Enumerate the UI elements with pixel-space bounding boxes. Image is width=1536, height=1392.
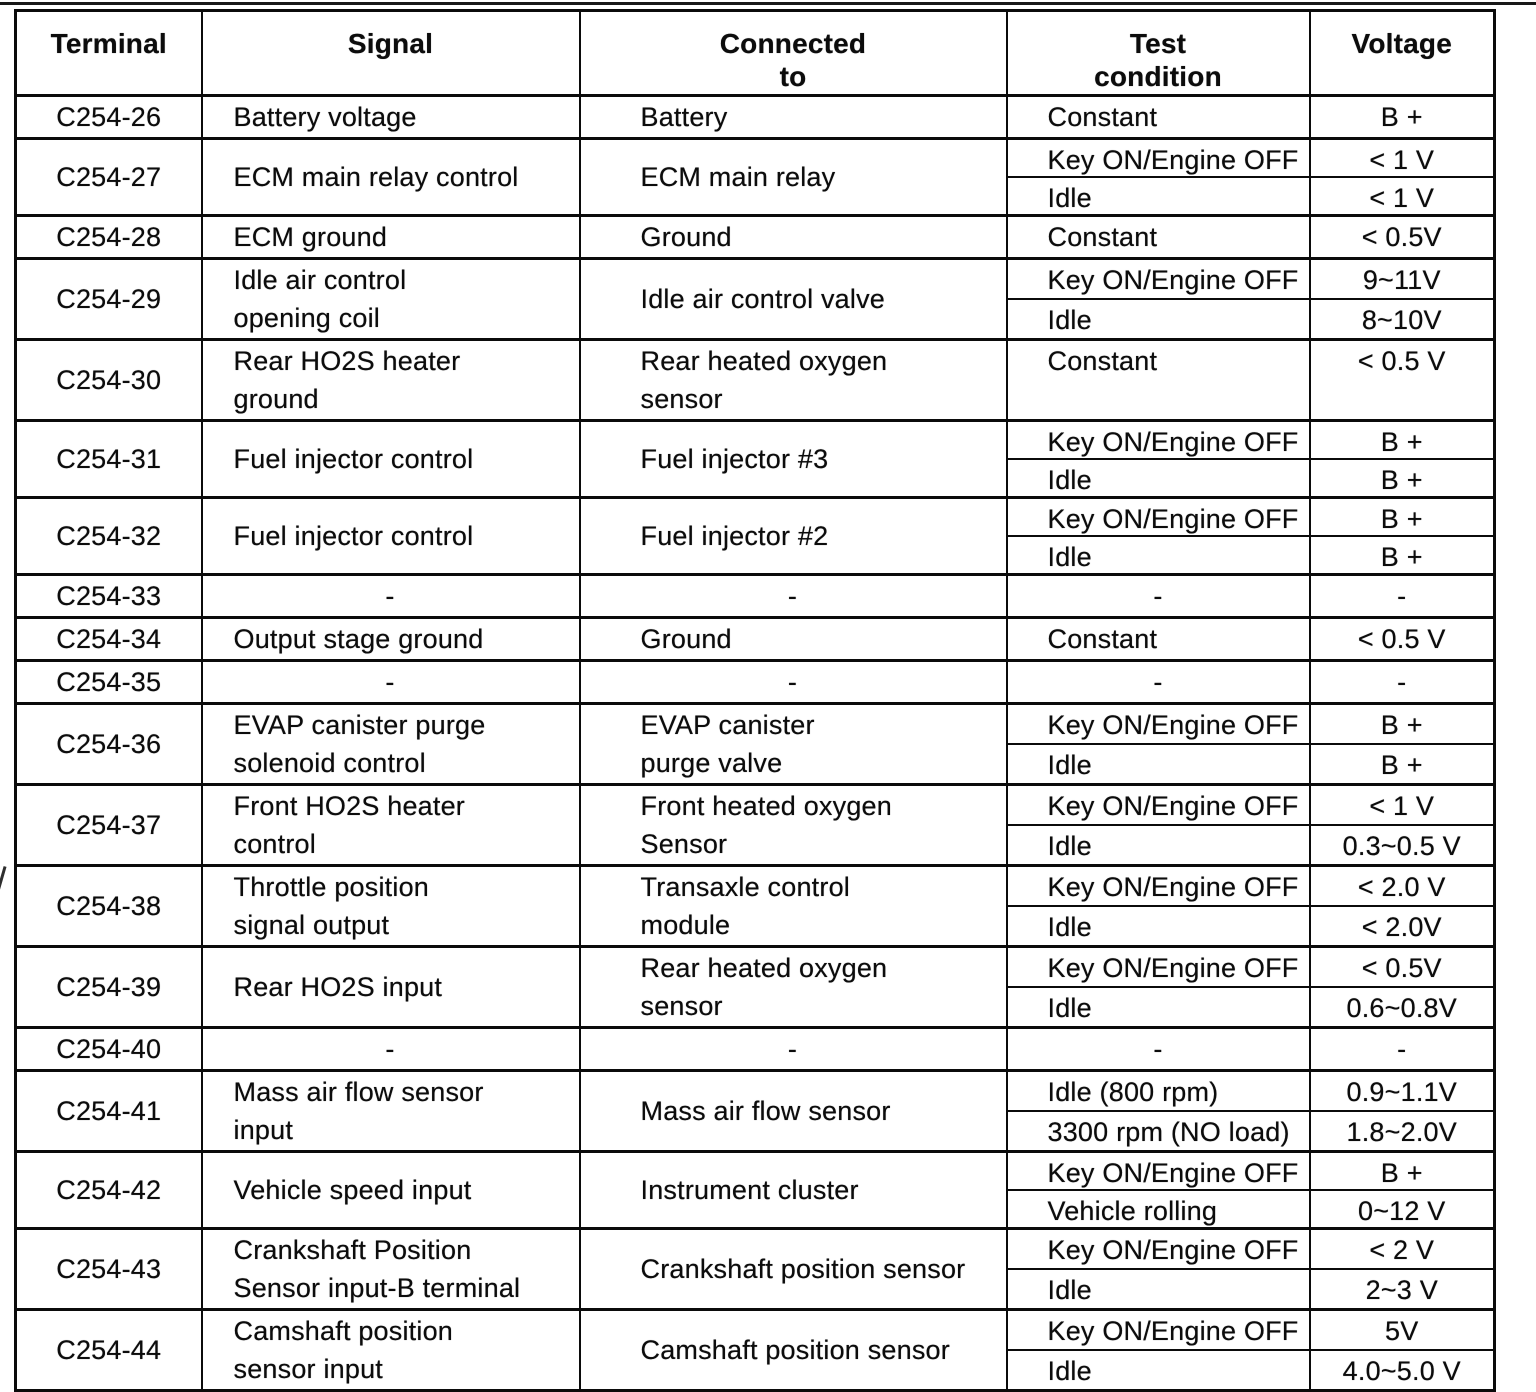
voltage-cell: 0~12 V [1310,1190,1495,1229]
test-condition-cell: - [1007,1028,1310,1071]
test-condition-cell: Constant [1007,618,1310,661]
terminal-cell: C254-30 [16,340,202,421]
connected-to-cell-text: Rear heated oxygen [640,346,888,376]
connected-to-cell [580,216,1007,259]
connected-to-cell-text: Mass air flow sensor [640,1096,891,1126]
table-row [16,259,1495,300]
connected-to-cell [580,1028,1007,1071]
signal-cell-text: - [385,1034,395,1064]
connected-to-cell-text: Battery [640,102,728,132]
header-label-line: Signal [347,28,434,59]
table-header [16,11,1495,96]
terminal-cell: C254-28 [16,216,202,259]
signal-cell [202,498,580,575]
column-header-signal [202,11,580,96]
voltage-cell: 2~3 V [1310,1269,1495,1310]
table-row [16,575,1495,618]
voltage-cell: 9~11V [1310,259,1495,300]
header-label-line: Connected [719,28,867,59]
connected-to-cell-text: Front heated oxygen [640,791,892,821]
voltage-cell: < 0.5V [1310,216,1495,259]
voltage-cell: 0.6~0.8V [1310,987,1495,1028]
signal-cell [202,661,580,704]
signal-cell [202,1152,580,1229]
connected-to-cell [580,96,1007,139]
test-condition-cell: Idle [1007,459,1310,498]
voltage-cell: B + [1310,421,1495,460]
test-condition-cell: Key ON/Engine OFF [1007,1152,1310,1191]
test-condition-cell: Idle [1007,825,1310,866]
table-row [16,618,1495,661]
voltage-cell: B + [1310,96,1495,139]
signal-cell-text: Throttle position [233,872,429,902]
test-condition-cell: Key ON/Engine OFF [1007,785,1310,826]
test-condition-cell: - [1007,661,1310,704]
signal-cell-text: Rear HO2S input [233,972,443,1002]
test-condition-cell: Idle [1007,536,1310,575]
connected-to-cell-text: sensor [640,991,723,1021]
signal-cell-text: Rear HO2S heater [233,346,461,376]
signal-cell-text: - [385,581,395,611]
test-condition-cell: Idle [1007,299,1310,340]
terminal-cell: C254-32 [16,498,202,575]
signal-cell-text: Mass air flow sensor [233,1077,484,1107]
signal-cell-text: ground [233,384,319,414]
connected-to-cell-text: sensor [640,384,723,414]
header-label-line: to [779,61,807,92]
test-condition-cell: Idle [1007,1269,1310,1310]
voltage-cell: < 1 V [1310,139,1495,178]
connected-to-cell-text: Transaxle control [640,872,850,902]
connected-to-cell [580,1071,1007,1152]
signal-cell [202,96,580,139]
table-row [16,139,1495,178]
signal-cell-text: Fuel injector control [233,521,474,551]
table-row [16,96,1495,139]
test-condition-cell: Key ON/Engine OFF [1007,421,1310,460]
test-condition-cell: Idle [1007,177,1310,216]
voltage-cell: < 2.0 V [1310,866,1495,907]
connected-to-cell [580,1229,1007,1310]
voltage-cell: < 2 V [1310,1229,1495,1270]
signal-cell-text: Vehicle speed input [233,1175,472,1205]
connected-to-cell-text: Ground [640,222,732,252]
test-condition-cell: Key ON/Engine OFF [1007,259,1310,300]
test-condition-cell: Constant [1007,216,1310,259]
signal-cell [202,216,580,259]
voltage-cell: B + [1310,498,1495,537]
connected-to-cell [580,139,1007,216]
signal-cell [202,1310,580,1391]
signal-cell-text: sensor input [233,1354,383,1384]
terminal-cell: C254-27 [16,139,202,216]
voltage-cell: < 2.0V [1310,906,1495,947]
table-row [16,421,1495,460]
signal-cell [202,618,580,661]
voltage-cell: - [1310,1028,1495,1071]
voltage-cell: 4.0~5.0 V [1310,1350,1495,1391]
signal-cell-text: input [233,1115,294,1145]
signal-cell [202,704,580,785]
signal-cell-text: Idle air control [233,265,407,295]
connected-to-cell [580,866,1007,947]
test-condition-cell: Key ON/Engine OFF [1007,704,1310,745]
header-label-line: Test [1129,28,1187,59]
voltage-cell: 5V [1310,1310,1495,1351]
terminal-cell: C254-29 [16,259,202,340]
voltage-cell: 0.9~1.1V [1310,1071,1495,1112]
connected-to-cell [580,498,1007,575]
test-condition-cell: - [1007,575,1310,618]
signal-cell [202,1028,580,1071]
signal-cell [202,785,580,866]
header-label-line: Terminal [50,28,167,59]
connected-to-cell [580,421,1007,498]
voltage-cell: B + [1310,744,1495,785]
signal-cell [202,259,580,340]
column-header-test-condition [1007,11,1310,96]
test-condition-cell: Key ON/Engine OFF [1007,947,1310,988]
table-row [16,498,1495,537]
connected-to-cell-text: Ground [640,624,732,654]
scan-artifact-line [0,2,1536,5]
terminal-cell: C254-35 [16,661,202,704]
test-condition-cell: Key ON/Engine OFF [1007,1310,1310,1351]
table-row [16,1152,1495,1191]
column-header-connected-to [580,11,1007,96]
table-row [16,1071,1495,1112]
test-condition-cell: Idle [1007,906,1310,947]
connected-to-cell-text: Crankshaft position sensor [640,1254,966,1284]
voltage-cell: < 1 V [1310,785,1495,826]
voltage-cell: 8~10V [1310,299,1495,340]
table-row [16,1310,1495,1351]
signal-cell-text: Sensor input-B terminal [233,1273,521,1303]
test-condition-cell: Key ON/Engine OFF [1007,1229,1310,1270]
connected-to-cell [580,259,1007,340]
connected-to-cell-text: EVAP canister [640,710,815,740]
header-row [16,11,1495,96]
table-body [16,96,1495,1391]
terminal-cell: C254-40 [16,1028,202,1071]
connected-to-cell [580,704,1007,785]
signal-cell-text: Fuel injector control [233,444,474,474]
table-row [16,947,1495,988]
connected-to-cell-text: purge valve [640,748,783,778]
table-row [16,1229,1495,1270]
connected-to-cell [580,947,1007,1028]
voltage-cell: B + [1310,704,1495,745]
signal-cell [202,866,580,947]
terminal-cell: C254-36 [16,704,202,785]
voltage-cell: < 0.5 V [1310,340,1495,421]
signal-cell [202,1229,580,1310]
connected-to-cell-text: Instrument cluster [640,1175,859,1205]
signal-cell-text: EVAP canister purge [233,710,486,740]
voltage-cell: - [1310,575,1495,618]
terminal-cell: C254-31 [16,421,202,498]
table-row [16,1028,1495,1071]
signal-cell [202,947,580,1028]
voltage-cell: < 0.5 V [1310,618,1495,661]
connected-to-cell-text: Fuel injector #3 [640,444,829,474]
voltage-cell: B + [1310,459,1495,498]
voltage-cell: B + [1310,1152,1495,1191]
connected-to-cell-text: Sensor [640,829,728,859]
voltage-cell: 0.3~0.5 V [1310,825,1495,866]
connected-to-cell [580,661,1007,704]
connected-to-cell [580,785,1007,866]
signal-cell-text: control [233,829,316,859]
connected-to-cell [580,1310,1007,1391]
connected-to-cell-text: module [640,910,731,940]
terminal-cell: C254-41 [16,1071,202,1152]
terminal-voltage-table [14,9,1496,1392]
test-condition-cell: Idle (800 rpm) [1007,1071,1310,1112]
margin-pen-mark [0,866,7,892]
terminal-cell: C254-34 [16,618,202,661]
voltage-cell: < 0.5V [1310,947,1495,988]
test-condition-cell: Idle [1007,987,1310,1028]
column-header-terminal [16,11,202,96]
voltage-cell: - [1310,661,1495,704]
table-row [16,340,1495,421]
table-row [16,866,1495,907]
connected-to-cell-text: Rear heated oxygen [640,953,888,983]
test-condition-cell: Idle [1007,744,1310,785]
signal-cell-text: Crankshaft Position [233,1235,472,1265]
terminal-cell: C254-38 [16,866,202,947]
signal-cell-text: solenoid control [233,748,426,778]
table-row [16,785,1495,826]
connected-to-cell-text: - [787,667,798,697]
connected-to-cell [580,340,1007,421]
connected-to-cell-text: Camshaft position sensor [640,1335,950,1365]
terminal-cell: C254-42 [16,1152,202,1229]
test-condition-cell: Key ON/Engine OFF [1007,139,1310,178]
signal-cell-text: Front HO2S heater [233,791,466,821]
signal-cell [202,139,580,216]
voltage-cell: B + [1310,536,1495,575]
test-condition-cell: Key ON/Engine OFF [1007,866,1310,907]
connected-to-cell [580,618,1007,661]
signal-cell [202,340,580,421]
column-header-voltage [1310,11,1495,96]
voltage-cell: < 1 V [1310,177,1495,216]
test-condition-cell: Idle [1007,1350,1310,1391]
test-condition-cell: Vehicle rolling [1007,1190,1310,1229]
signal-cell-text: ECM main relay control [233,162,519,192]
signal-cell-text: Battery voltage [233,102,417,132]
connected-to-cell [580,575,1007,618]
test-condition-cell: 3300 rpm (NO load) [1007,1111,1310,1152]
connected-to-cell-text: - [787,1034,798,1064]
test-condition-cell: Key ON/Engine OFF [1007,498,1310,537]
signal-cell-text: Camshaft position [233,1316,454,1346]
terminal-cell: C254-26 [16,96,202,139]
signal-cell [202,1071,580,1152]
voltage-cell: 1.8~2.0V [1310,1111,1495,1152]
connected-to-cell-text: - [787,581,798,611]
connected-to-cell-text: ECM main relay [640,162,836,192]
signal-cell-text: Output stage ground [233,624,484,654]
signal-cell-text: signal output [233,910,390,940]
table-row [16,216,1495,259]
signal-cell-text: ECM ground [233,222,388,252]
signal-cell [202,421,580,498]
table-row [16,661,1495,704]
terminal-cell: C254-39 [16,947,202,1028]
terminal-cell: C254-33 [16,575,202,618]
signal-cell-text: opening coil [233,303,381,333]
terminal-cell: C254-37 [16,785,202,866]
connected-to-cell-text: Fuel injector #2 [640,521,829,551]
header-label-line: condition [1094,61,1222,92]
table-row [16,704,1495,745]
test-condition-cell: Constant [1007,96,1310,139]
connected-to-cell-text: Idle air control valve [640,284,886,314]
signal-cell-text: - [385,667,395,697]
connected-to-cell [580,1152,1007,1229]
terminal-cell: C254-44 [16,1310,202,1391]
test-condition-cell: Constant [1007,340,1310,421]
header-label-line: Voltage [1351,28,1452,59]
signal-cell [202,575,580,618]
terminal-cell: C254-43 [16,1229,202,1310]
